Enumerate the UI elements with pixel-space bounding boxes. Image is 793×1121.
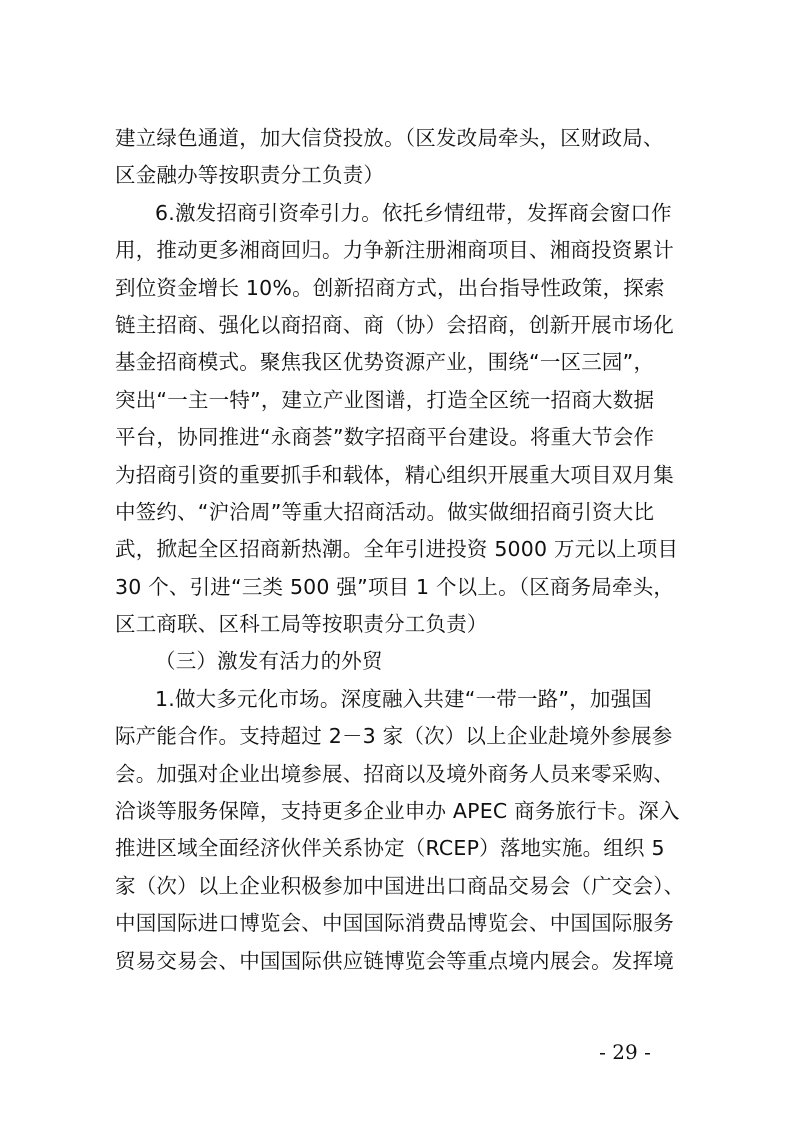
body-line: 区工商联、区科工局等按职责分工负责） — [115, 612, 488, 637]
body-line: 区金融办等按职责分工负责） — [115, 163, 385, 188]
body-line: 中国国际进口博览会、中国国际消费品博览会、中国国际服务 — [115, 911, 674, 936]
body-line: 推进区域全面经济伙伴关系协定（RCEP）落地实施。组织 5 — [115, 836, 665, 861]
body-line: 中签约、“沪洽周”等重大招商活动。做实做细招商引资大比 — [115, 499, 655, 524]
body-line: 平台，协同推进“永商荟”数字招商平台建设。将重大节会作 — [115, 425, 655, 450]
body-line: 洽谈等服务保障，支持更多企业申办 APEC 商务旅行卡。深入 — [115, 799, 680, 824]
page-number: - 29 - — [599, 1040, 651, 1064]
body-line: 链主招商、强化以商招商、商（协）会招商，创新开展市场化 — [115, 312, 674, 337]
body-line: 30 个、引进“三类 500 强”项目 1 个以上。（区商务局牵头， — [115, 574, 675, 599]
body-line: 会。加强对企业出境参展、招商以及境外商务人员来零采购、 — [115, 761, 674, 786]
body-line: 家（次）以上企业积极参加中国进出口商品交易会（广交会）、 — [115, 873, 685, 898]
paragraph-start-line: 6.激发招商引资牵引力。依托乡情纽带，发挥商会窗口作 — [155, 200, 672, 225]
paragraph-start-line: 1.做大多元化市场。深度融入共建“一带一路”，加强国 — [155, 686, 652, 711]
body-line: 用，推动更多湘商回归。力争新注册湘商项目、湘商投资累计 — [115, 238, 674, 263]
body-line: 际产能合作。支持超过 2－3 家（次）以上企业赴境外参展参 — [115, 724, 673, 749]
body-line: 武，掀起全区招商新热潮。全年引进投资 5000 万元以上项目 — [115, 537, 679, 562]
body-line: 基金招商模式。聚焦我区优势资源产业，围绕“一区三园”， — [115, 350, 655, 375]
section-heading: （三）激发有活力的外贸 — [155, 649, 383, 674]
body-line: 为招商引资的重要抓手和载体，精心组织开展重大项目双月集 — [115, 462, 674, 487]
body-line: 建立绿色通道，加大信贷投放。（区发改局牵头，区财政局、 — [115, 126, 664, 150]
document-body — [115, 120, 695, 980]
body-line: 突出“一主一特”，建立产业图谱，打造全区统一招商大数据 — [115, 387, 655, 412]
body-line: 到位资金增长 10%。创新招商方式，出台指导性政策，探索 — [115, 275, 665, 300]
body-line: 贸易交易会、中国国际供应链博览会等重点境内展会。发挥境 — [115, 948, 674, 973]
